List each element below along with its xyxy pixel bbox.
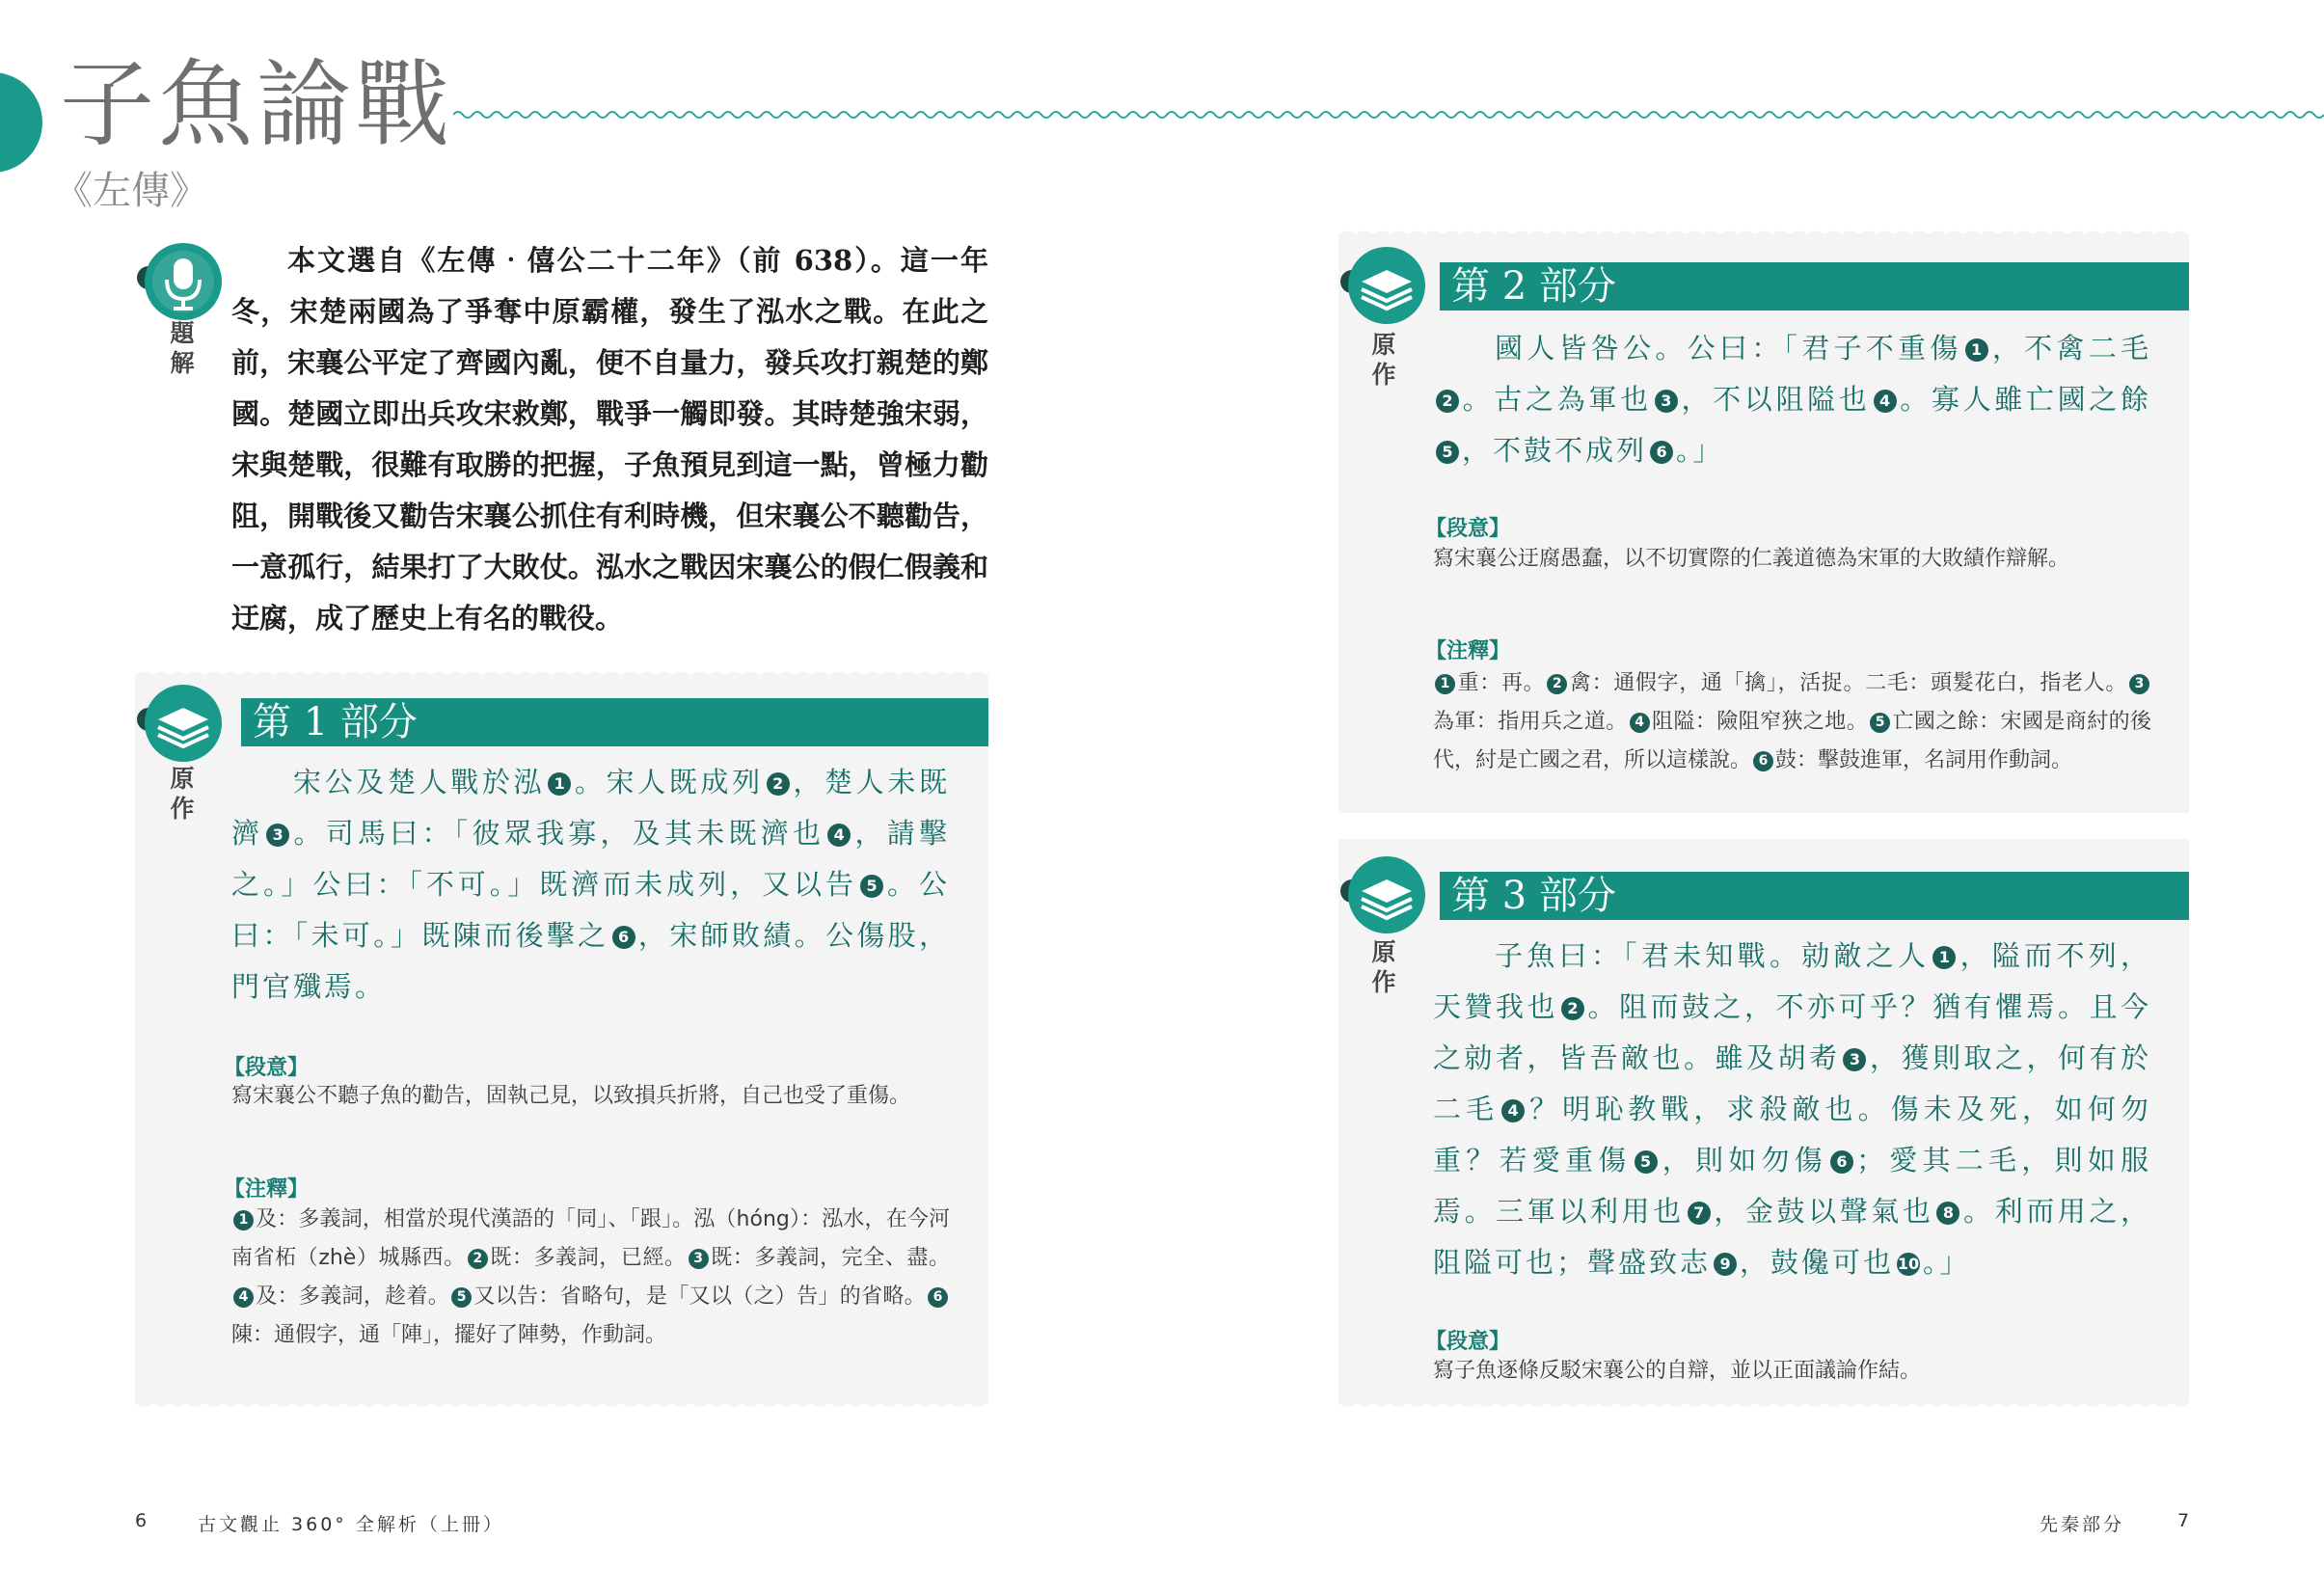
book-stack-icon [1338, 243, 1427, 332]
part2-notes-label: 【注釋】 [1425, 639, 1511, 663]
part3-meaning-text: 寫子魚逐條反駁宋襄公的自辯，並以正面議論作結。 [1433, 1359, 1922, 1383]
note-marker-1: 1 [1932, 946, 1956, 969]
note-marker-7: 7 [1688, 1202, 1711, 1225]
text-run: 。寡人雖亡國之餘 [1899, 383, 2151, 416]
text-run: ，金鼓以聲氣也 [1713, 1195, 1934, 1228]
text-run: ，不禽二毛 [1990, 332, 2151, 365]
text-run: 重：再。 [1457, 671, 1546, 695]
part1-notes-label: 【注釋】 [224, 1177, 310, 1202]
note-marker-4: 4 [233, 1287, 254, 1308]
part3-original-label: 原作 [1371, 938, 1396, 997]
note-marker-3: 3 [1843, 1048, 1866, 1071]
note-marker-3: 3 [689, 1249, 709, 1269]
text-run: 宋公及楚人戰於泓 [293, 766, 546, 798]
part3-meaning-label: 【段意】 [1425, 1330, 1511, 1354]
note-marker-2: 2 [767, 772, 790, 796]
text-run: 。公曰：「未可。」既陳而後擊之 [231, 868, 950, 952]
part3-original-text [1433, 931, 2151, 1288]
part2-meaning-text: 寫宋襄公迂腐愚蠢，以不切實際的仁義道德為宋軍的大敗績作辯解。 [1433, 547, 2070, 571]
text-run: 。宋人既成列 [574, 766, 764, 798]
note-marker-1: 1 [233, 1210, 254, 1230]
book-stack-icon [135, 681, 224, 770]
text-run: ，則如勿傷 [1660, 1144, 1827, 1176]
note-marker-3: 3 [2129, 674, 2149, 694]
part2-heading: 第 2 部分 [1440, 262, 2189, 311]
note-marker-6: 6 [1650, 441, 1673, 464]
text-run: 。」 [1676, 434, 1724, 467]
note-marker-4: 4 [1874, 390, 1897, 413]
microphone-icon [135, 239, 224, 328]
text-run: ，宋師敗績。公傷股，門官殲焉。 [231, 919, 950, 1003]
part2-meaning-label: 【段意】 [1425, 517, 1511, 541]
part1-meaning-text: 寫宋襄公不聽子魚的勸告，固執己見，以致損兵折將，自己也受了重傷。 [231, 1084, 911, 1108]
note-marker-6: 6 [612, 926, 635, 949]
source-subtitle: 《左傳》 [54, 169, 208, 213]
text-run: 。阻而鼓之，不亦可乎？猶有懼焉。且今之勍者，皆吾敵也。雖及胡耇 [1433, 990, 2151, 1074]
part2-original-text [1433, 323, 2151, 476]
text-run: 為軍：指用兵之道。 [1433, 710, 1628, 734]
text-run: 又以告：省略句，是「又以（之）告」的省略。 [473, 1284, 926, 1309]
note-marker-6: 6 [928, 1287, 948, 1308]
note-marker-4: 4 [1630, 713, 1650, 733]
note-marker-5: 5 [1870, 713, 1890, 733]
text-run: 。利而用之，阻隘可也；聲盛致志 [1433, 1195, 2151, 1279]
note-marker-3: 3 [1655, 390, 1678, 413]
part3-heading: 第 3 部分 [1440, 872, 2189, 920]
text-run: ，請擊之。」公曰：「不可。」既濟而未成列，又以告 [231, 817, 950, 901]
note-marker-5: 5 [1635, 1150, 1658, 1174]
header-wave-rule [453, 108, 2324, 122]
text-run: 國人皆咎公。公曰：「君子不重傷 [1495, 332, 1962, 365]
panel-bottom-wave [1338, 1396, 2189, 1410]
note-marker-4: 4 [827, 824, 851, 847]
title-accent-dot [0, 72, 42, 173]
text-run: 。司馬曰：「彼眾我寡，及其未既濟也 [292, 817, 825, 850]
text-run: 。古之為軍也 [1462, 383, 1652, 416]
part2-original-label: 原作 [1371, 331, 1396, 390]
text-run: 阻隘：險阻窄狹之地。 [1651, 710, 1869, 734]
note-marker-6: 6 [1830, 1150, 1853, 1174]
text-run: ；愛其二毛，則如服焉。三軍以利用也 [1433, 1144, 2151, 1228]
left-page-number: 6 [135, 1510, 150, 1531]
note-marker-2: 2 [1547, 674, 1567, 694]
panel-top-wave [135, 668, 988, 682]
panel-top-wave [1338, 228, 2189, 241]
part1-heading: 第 1 部分 [241, 698, 988, 746]
note-marker-2: 2 [1436, 390, 1459, 413]
text-run: ，獲則取之，何有於二毛 [1433, 1041, 2151, 1125]
part1-original-label: 原作 [170, 765, 195, 824]
note-marker-5: 5 [860, 875, 883, 898]
part2-notes-text [1433, 664, 2151, 780]
note-marker-1: 1 [548, 772, 571, 796]
right-running-title: 先秦部分 [2040, 1514, 2125, 1535]
text-run: 陳：通假字，通「陣」，擺好了陣勢，作動詞。 [231, 1323, 667, 1347]
note-marker-5: 5 [451, 1287, 472, 1308]
note-marker-8: 8 [1936, 1202, 1959, 1225]
book-stack-icon [1338, 852, 1427, 941]
text-run: 。」 [1923, 1246, 1971, 1279]
text-run: 鼓：擊鼓進軍，名詞用作動詞。 [1775, 748, 2073, 772]
text-run: 既：多義詞，已經。 [489, 1246, 687, 1270]
text-run: ，不鼓不成列 [1462, 434, 1648, 467]
text-run: ，楚人未既濟 [231, 766, 950, 850]
note-marker-2: 2 [1561, 997, 1584, 1020]
note-marker-5: 5 [1436, 441, 1459, 464]
note-marker-1: 1 [1435, 674, 1455, 694]
text-run: 禽：通假字，通「擒」，活捉。二毛：頭髮花白，指老人。 [1569, 671, 2127, 695]
right-page-number: 7 [2177, 1510, 2193, 1531]
intro-text: 本文選自《左傳‧僖公二十二年》（前 638）。這一年冬，宋楚兩國為了爭奪中原霸權，發生了泓水之戰。在此之前，宋襄公平定了齊國內亂，便不自量力，發兵攻打親楚的鄭國。楚國立即出兵攻宋救鄭，戰爭一觸即發。其時楚強宋弱，宋與楚戰，很難有取勝的把握，子魚預見到這一點，曾極力勸阻，開戰後又勸告宋襄公抓住有利時機，但宋襄公不聽勸告，一意孤行，結果打了大敗仗。泓水之戰因宋襄公的假仁假義和迂腐，成了歷史上有名的戰役。 [231, 244, 988, 635]
note-marker-1: 1 [1965, 338, 1988, 362]
text-run: ，不以阻隘也 [1680, 383, 1871, 416]
part1-notes-text [231, 1201, 950, 1355]
left-running-title: 古文觀止 360° 全解析（上冊） [198, 1514, 504, 1535]
page-title: 子魚論戰 [60, 50, 454, 160]
part1-meaning-label: 【段意】 [224, 1056, 310, 1080]
part1-original-text [231, 757, 950, 1013]
note-marker-6: 6 [1753, 751, 1773, 771]
text-run: ，鼓儳可也 [1740, 1246, 1895, 1279]
note-marker-9: 9 [1714, 1253, 1737, 1276]
note-marker-3: 3 [266, 824, 289, 847]
text-run: 及：多義詞，相當於現代漢語的「同」、「跟」。泓（hóng）：泓水，在今河南省柘（zhè）城縣西。 [231, 1207, 950, 1270]
note-marker-10: 10 [1897, 1253, 1920, 1276]
text-run: ？明恥教戰，求殺敵也。傷未及死，如何勿重？若愛重傷 [1433, 1093, 2151, 1176]
text-run: 子魚曰：「君未知戰。勍敵之人 [1495, 939, 1931, 972]
text-run: 亡國之餘：宋國是商紂的後代，紂是亡國之君，所以這樣說。 [1433, 710, 2151, 772]
intro-label: 題解 [170, 319, 195, 378]
note-marker-4: 4 [1501, 1099, 1525, 1122]
panel-bottom-wave [135, 1396, 988, 1410]
text-run: ，隘而不列，天贊我也 [1433, 939, 2151, 1023]
text-run: 既：多義詞，完全、盡。 [710, 1246, 950, 1270]
text-run: 及：多義詞，趁着。 [256, 1284, 450, 1309]
note-marker-2: 2 [468, 1249, 488, 1269]
